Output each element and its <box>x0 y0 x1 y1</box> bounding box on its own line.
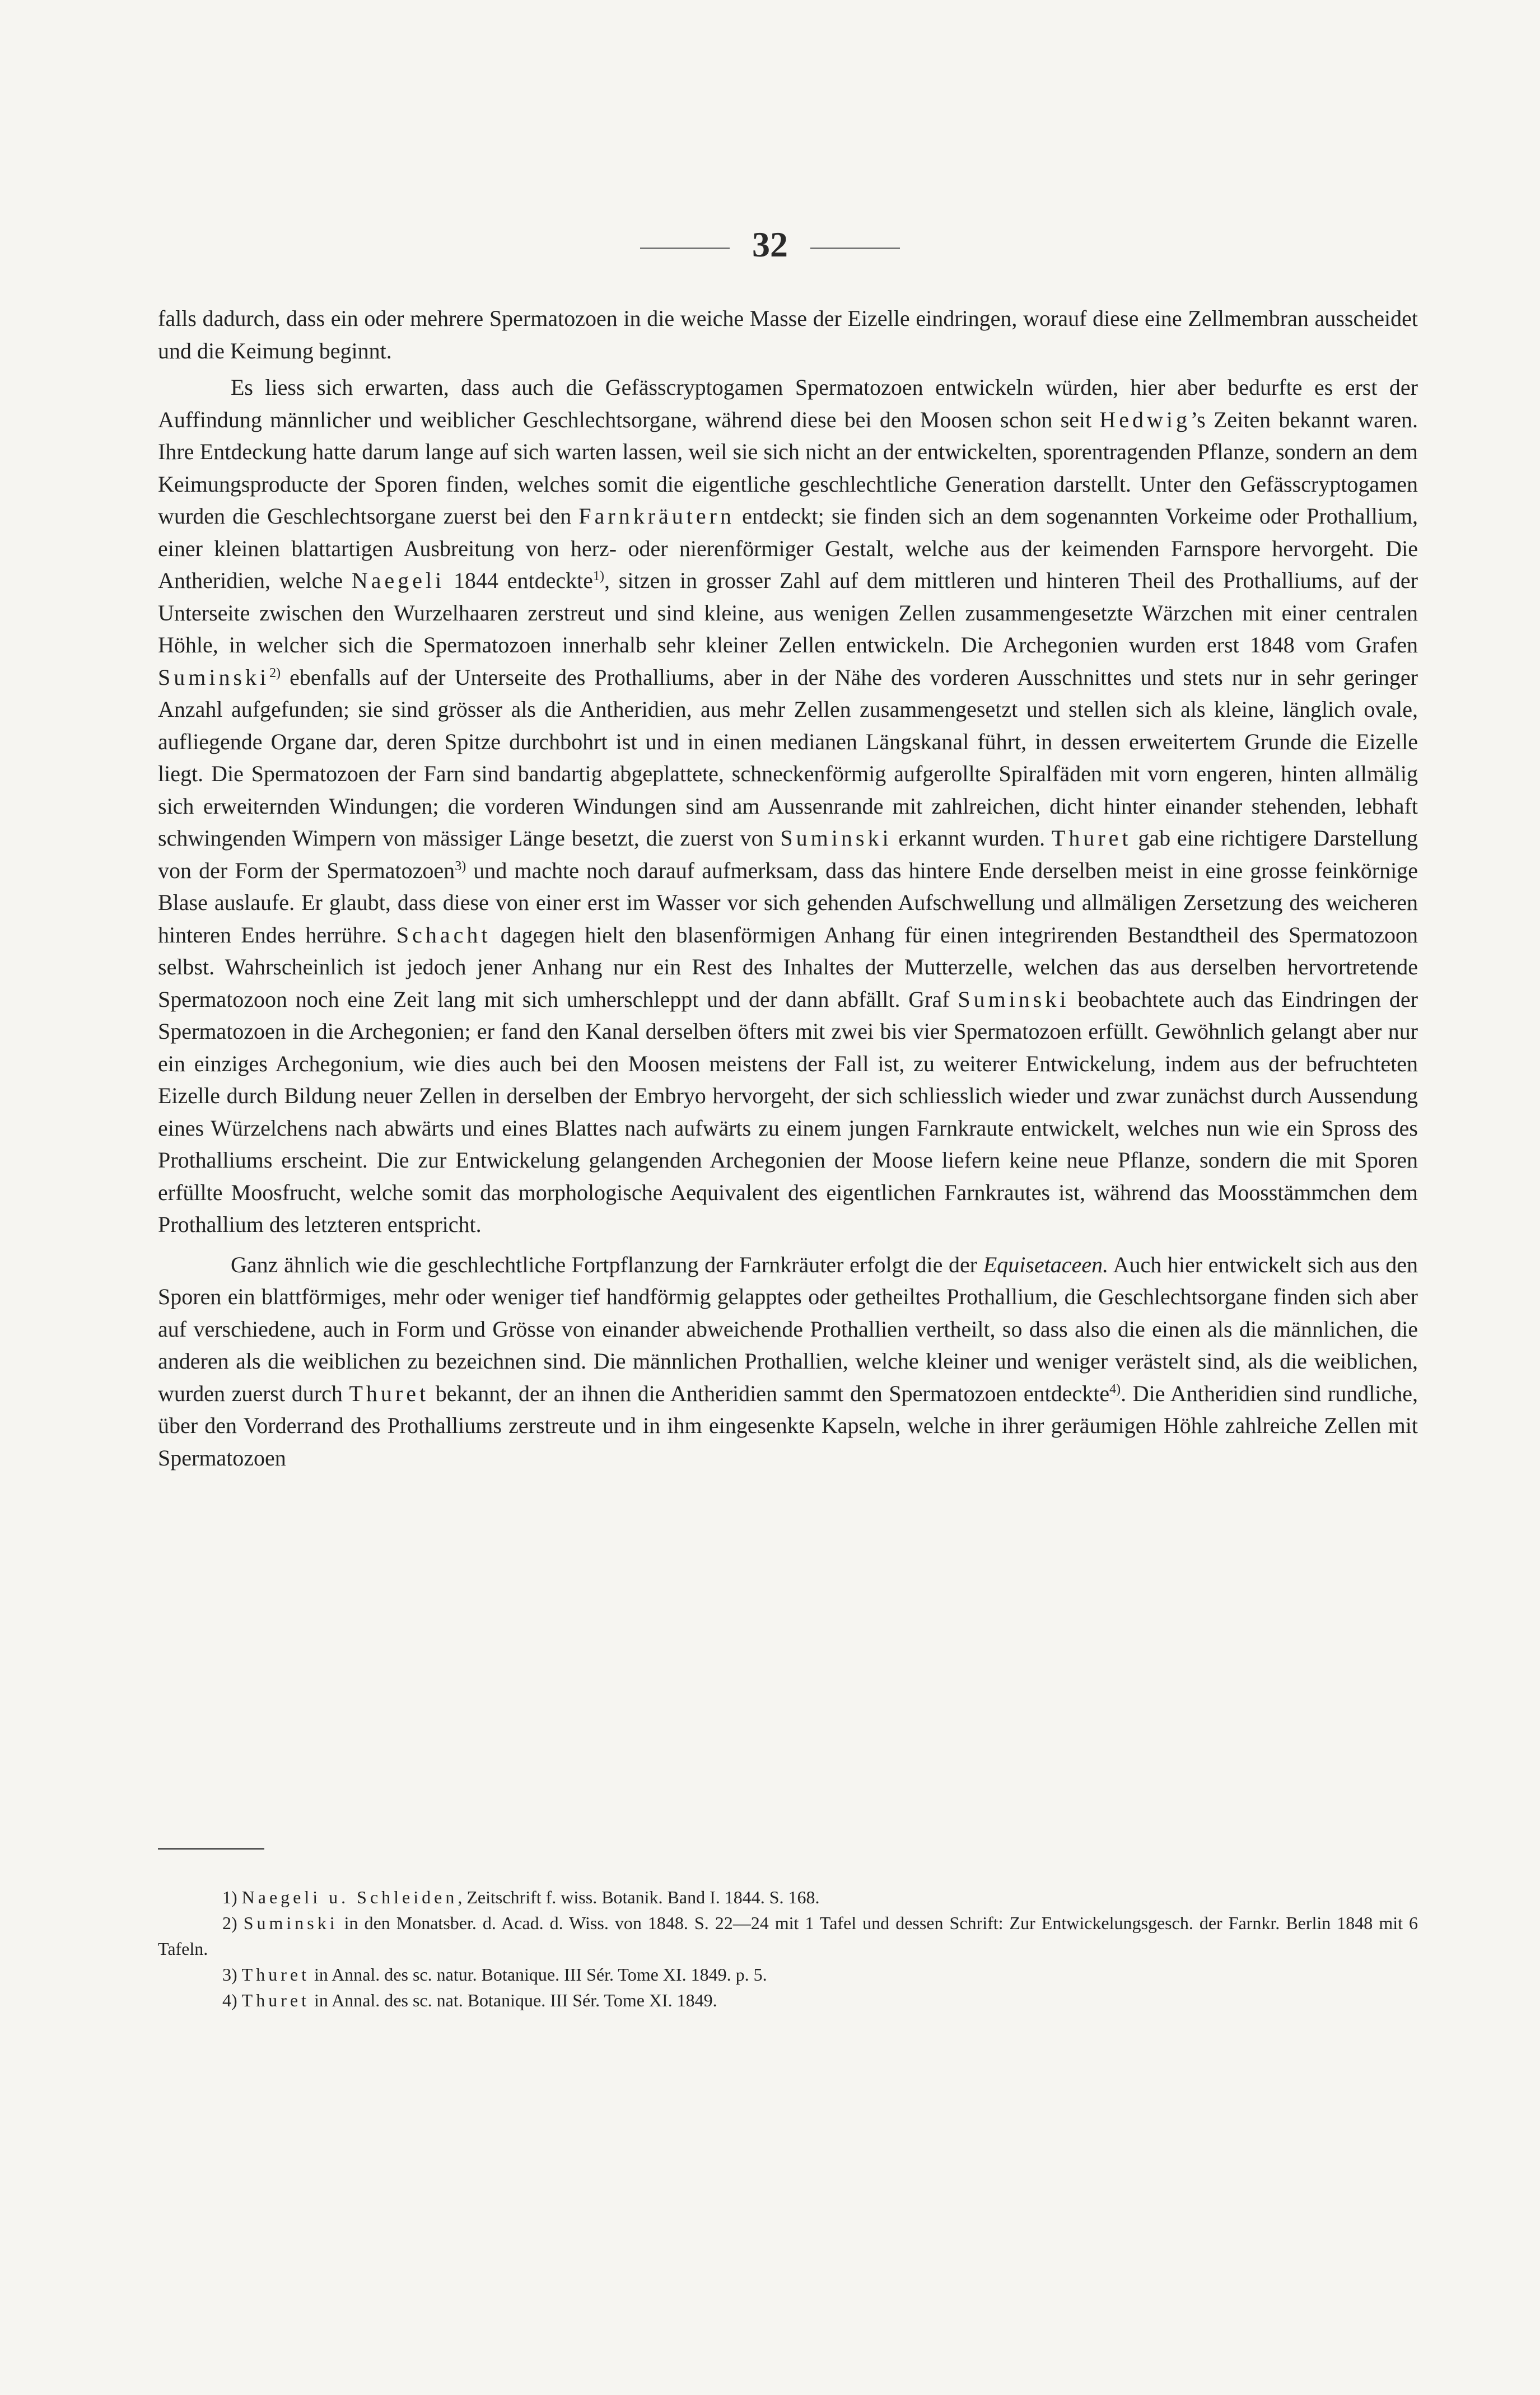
paragraph-1: falls dadurch, dass ein oder mehrere Spermatozoen in die weiche Masse der Eizelle eindringen, worauf diese eine Zellmembran ausscheidet und die Keimung beginnt. <box>158 306 1418 363</box>
footnote-ref-1: 1) <box>593 569 605 583</box>
page-header <box>0 224 1540 265</box>
footnote-2: 2) Suminski in den Monatsber. d. Acad. d. Wiss. von 1848. S. 22—24 mit 1 Tafel und dessen Schrift: Zur Entwickelungsgesch. der Farnkr. Berlin 1848 mit 6 Tafeln. <box>158 1913 1418 1959</box>
footnotes <box>158 1884 1418 2013</box>
footnote-4: 4) Thuret in Annal. des sc. nat. Botanique. III Sér. Tome XI. 1849. <box>222 1990 717 2010</box>
page-number: 32 <box>752 225 788 264</box>
header-rule-right <box>810 248 900 249</box>
footnote-ref-2: 2) <box>269 665 281 680</box>
footnote-separator <box>158 1848 264 1850</box>
name-suminski: Suminski <box>958 986 1070 1012</box>
paragraph-2: Es liess sich erwarten, dass auch die Gefässcryptogamen Spermatozoen entwickeln würden, hier aber bedurfte es erst der Auffindung männlicher und weiblicher Geschlechtsorgane, während diese bei den Moosen schon seit Hedwig’s Zeiten bekannt waren. Ihre Entdeckung hatte darum lange auf sich warten lassen, weil sie sich nicht an der entwickelten, sporentragenden Pflanze, sondern an dem Keimungsproducte der Sporen finden, welches somit die eigentliche geschlechtliche Generation darstellt. Unter den Gefässcryptogamen wurden die Geschlechtsorgane zuerst bei den Farnkräutern entdeckt; sie finden sich an dem sogenannten Vorkeime oder Prothallium, einer kleinen blattartigen Ausbreitung von herz- oder nierenförmiger Gestalt, welche aus der keimenden Farnspore hervorgeht. Die Antheridien, welche Naegeli 1844 entdeckte$^{1)}$, sitzen in grosser Zahl auf dem mittleren und hinteren Theil des Prothalliums, auf der Unterseite zwischen den Wurzelhaaren zerstreut und sind kleine, aus wenigen Zellen zusammengesetzte Wärzchen mit einer centralen Höhle, in welcher sich die Spermatozoen innerhalb sehr kleiner Zellen entwickeln. Die Archegonien wurden erst 1848 vom Grafen Suminski$^{2)}$ ebenfalls auf der Unterseite des Prothalliums, aber in der Nähe des vorderen Ausschnittes und stets nur in sehr geringer Anzahl aufgefunden; sie sind grösser als die Antheridien, aus mehr Zellen zusammengesetzt und stellen sich als kleine, länglich ovale, aufliegende Organe dar, deren Spitze durchbohrt ist und in einen medianen Längskanal führt, in dessen erweitertem Grunde die Eizelle liegt. Die Spermatozoen der Farn sind bandartig abgeplattete, schneckenförmig aufgerollte Spiralfäden mit vorn engeren, hinten allmälig sich erweiternden Windungen; die vorderen Windungen sind am Aussenrande mit zahlreichen, dicht hinter einander stehenden, lebhaft schwingenden Wimpern von mässiger Länge besetzt, die zuerst von Suminski erkannt wurden. Thuret gab eine richtigere Darstellung von der Form der Spermatozoen$^{3)}$ und machte noch darauf aufmerksam, dass das hintere Ende derselben meist in eine grosse feinkörnige Blase auslaufe. Er glaubt, dass diese von einer erst im Wasser vor sich gehenden Aufschwellung und allmäligen Zersetzung des weicheren hinteren Endes herrühre. Schacht dagegen hielt den blasenförmigen Anhang für einen integrirenden Bestandtheil des Spermatozoon selbst. Wahrscheinlich ist jedoch jener Anhang nur ein Rest des Inhaltes der Mutterzelle, welchen das aus derselben hervortretende Spermatozoon noch eine Zeit lang mit sich umherschleppt und der dann abfällt. Graf Suminski beobachtete auch das Eindringen der Spermatozoen in die Archegonien; er fand den Kanal derselben öfters mit zwei bis vier Spermatozoen erfüllt. Gewöhnlich gelangt aber nur ein einziges Archegonium, wie dies auch bei den Moosen meistens der Fall ist, zu weiterer Entwickelung, indem aus der befruchteten Eizelle durch Bildung neuer Zellen in derselben der Embryo hervorgeht, der sich schliesslich wieder und zwar zunächst durch Aussendung eines Würzelchens nach abwärts und eines Blattes nach aufwärts zu einem jungen Farnkraute entwickelt, welches nun wie ein Spross des Prothalliums erscheint. Die zur Entwickelung gelangenden Archegonien der Moose liefern keine neue Pflanze, sondern die mit Sporen erfüllte Moosfrucht, welche somit das morphologische Aequivalent des eigentlichen Farnkrautes ist, während das Moosstämmchen dem Prothallium des letzteren entspricht. <box>158 375 1418 1237</box>
name-hedwig: Hedwig <box>1099 407 1191 432</box>
header-rule-left <box>640 248 730 249</box>
term-equisetaceen: Equisetaceen. <box>983 1252 1109 1277</box>
name-thuret: Thuret <box>1051 825 1132 851</box>
name-schacht: Schacht <box>396 922 491 947</box>
footnote-ref-3: 3) <box>455 858 466 874</box>
name-suminski: Suminski <box>158 664 270 690</box>
term-farnkraeutern: Farnkräutern <box>578 503 735 529</box>
footnote-3: 3) Thuret in Annal. des sc. natur. Botanique. III Sér. Tome XI. 1849. p. 5. <box>222 1964 767 1985</box>
name-naegeli: Naegeli <box>351 568 445 593</box>
footnote-ref-4: 4) <box>1109 1381 1121 1397</box>
footnote-1: 1) Naegeli u. Schleiden, Zeitschrift f. wiss. Botanik. Band I. 1844. S. 168. <box>222 1887 820 1907</box>
name-suminski: Suminski <box>780 825 892 851</box>
name-thuret: Thuret <box>349 1380 430 1406</box>
paragraph-3: Ganz ähnlich wie die geschlechtliche Fortpflanzung der Farnkräuter erfolgt die der Equisetaceen. Auch hier entwickelt sich aus den Sporen ein blattförmiges, mehr oder weniger tief handförmig gelapptes oder getheiltes Prothallium, die Geschlechtsorgane finden sich aber auf verschiedene, auch in Form und Grösse von einander abweichende Prothallien vertheilt, so dass also die einen als die männlichen, die anderen als die weiblichen zu bezeichnen sind. Die männlichen Prothallien, welche kleiner und weniger verästelt sind, als die weiblichen, wurden zuerst durch Thuret bekannt, der an ihnen die Antheridien sammt den Spermatozoen entdeckte$^{4)}$. Die Antheridien sind rundliche, über den Vorderrand des Prothalliums zerstreute und in ihm eingesenkte Kapseln, welche in ihrer geräumigen Höhle zahlreiche Zellen mit Spermatozoen <box>158 1252 1418 1470</box>
body-text <box>158 302 1418 1474</box>
